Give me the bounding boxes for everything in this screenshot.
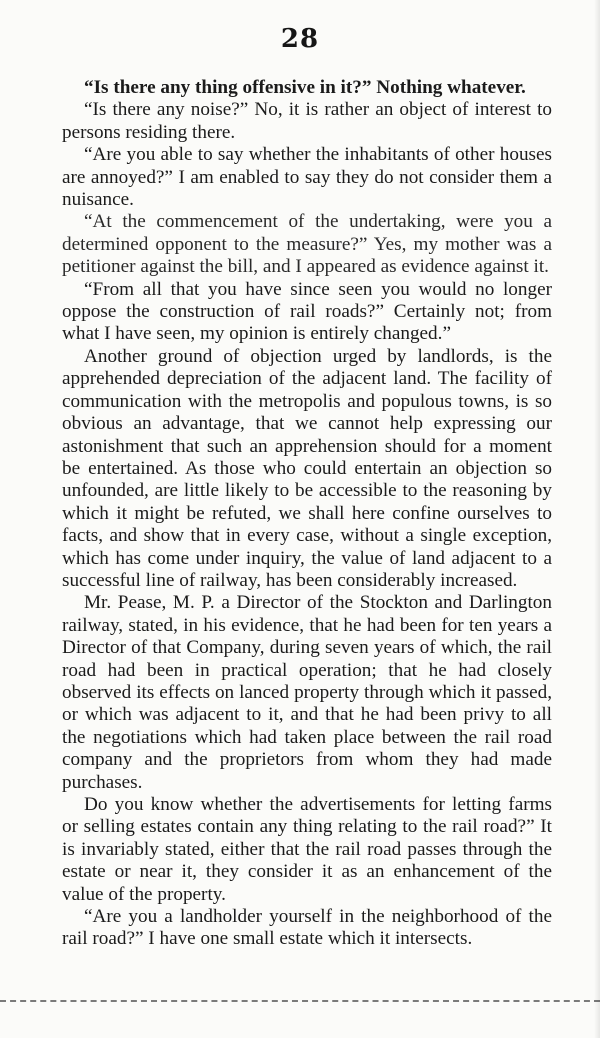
paragraph-advertisements: Do you know whether the advertisements for letting farms or selling estates contain any thing relating to the rail road?” It is invariably stated, either that the rail road passes through the estate or near it, they consider it as an enhancement of the value of the property. bbox=[62, 794, 552, 905]
page-cut-line bbox=[0, 1000, 600, 1002]
paragraph-pease-evidence: Mr. Pease, M. P. a Director of the Stockton and Darlington railway, stated, in his evidence, that he had been for ten years a Director of that Company, during seven years of which, the rail road had been in practical operation; that he had closely observed its effects on lanced property through which it passed, or which was adjacent to it, and that he had been privy to all the negotiations which had taken place between the rail road company and the proprietors from whom they had made purchases. bbox=[62, 592, 552, 793]
page-number: 28 bbox=[280, 24, 320, 54]
paragraph-noise-question: “Is there any noise?” No, it is rather an object of interest to persons residing there. bbox=[62, 99, 552, 143]
paragraph-offensive-question: “Is there any thing offensive in it?” Nothing whatever. bbox=[84, 77, 526, 98]
paragraph-opponent-question: “At the commencement of the undertaking, were you a determined opponent to the measure?” Yes, my mother was a petitioner against the bill, and I appeared as evidence against it. bbox=[62, 211, 552, 278]
paragraph-opinion-question: “From all that you have since seen you would no longer oppose the construction of rail roads?” Certainly not; from what I have seen, my opinion is entirely changed.” bbox=[62, 278, 552, 345]
scan-edge-shadow bbox=[594, 0, 600, 1038]
body-text bbox=[62, 77, 552, 951]
paragraph-land-depreciation: Another ground of objection urged by landlords, is the apprehended depreciation of the adjacent land. The facility of communication with the metropolis and populous towns, is so obvious an advantage, that we cannot help expressing our astonishment that such an apprehension should for a moment be entertained. As those who could entertain an objection so unfounded, are little likely to be accessible to the reasoning by which it might be refuted, we shall here confine ourselves to facts, and show that in every case, without a single exception, which has come under inquiry, the value of land adjacent to a successful line of railway, has been considerably increased. bbox=[62, 345, 552, 591]
paragraph-inhabitants-question: “Are you able to say whether the inhabitants of other houses are annoyed?” I am enabled to say they do not consider them a nuisance. bbox=[62, 144, 552, 211]
paragraph-landholder-question: “Are you a landholder yourself in the neighborhood of the rail road?” I have one small estate which it intersects. bbox=[62, 906, 552, 950]
